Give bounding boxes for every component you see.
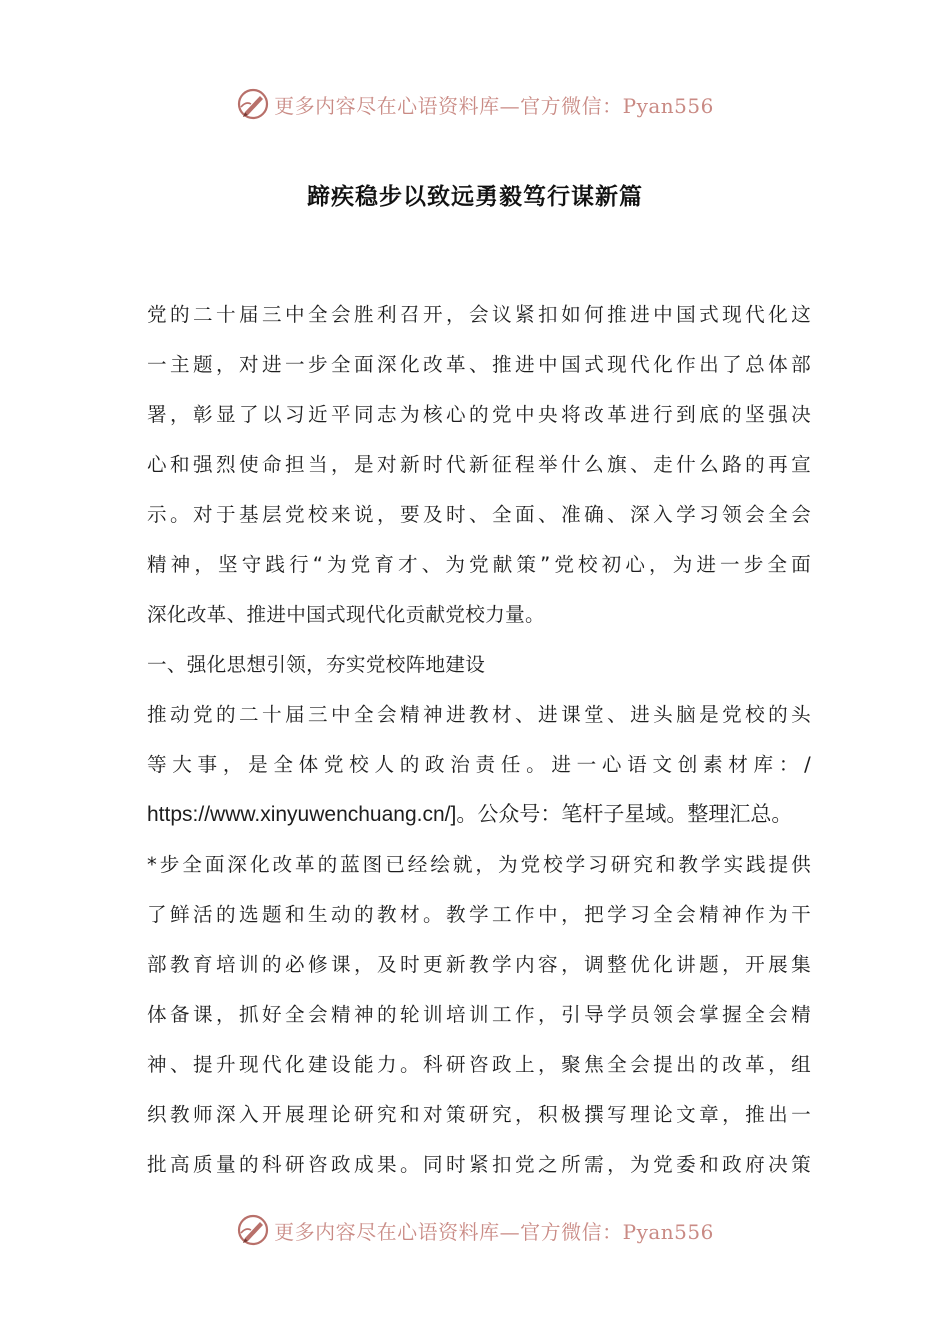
- body-line: 示。对于基层党校来说，要及时、全面、准确、深入学习领会全会: [147, 503, 811, 526]
- header-watermark-banner: [0, 82, 950, 126]
- body-line: 推动党的二十届三中全会精神进教材、进课堂、进头脑是党校的头: [147, 703, 811, 726]
- document-title: 蹄疾稳步以致远勇毅笃行谋新篇: [307, 183, 643, 210]
- banner-suffix: 官方微信：Pyan556: [520, 93, 714, 118]
- body-line: 了鲜活的选题和生动的教材。教学工作中，把学习全会精神作为干: [147, 903, 811, 926]
- banner-text: [274, 90, 714, 119]
- body-line: 体备课，抓好全会精神的轮训培训工作，引导学员领会掌握全会精: [147, 1003, 811, 1026]
- banner-separator: —: [499, 1219, 521, 1244]
- banner-main-text: 更多内容尽在心语资料库: [274, 93, 500, 118]
- banner-separator: —: [499, 93, 521, 118]
- body-line-url: https://www.xinyuwenchuang.cn/]。公众号：笔杆子星域。整理汇总。: [147, 803, 793, 826]
- banner-main-text: 更多内容尽在心语资料库: [274, 1219, 500, 1244]
- body-line: 一主题，对进一步全面深化改革、推进中国式现代化作出了总体部: [147, 353, 811, 376]
- body-line: 精神，坚守践行“为党育才、为党献策”党校初心，为进一步全面: [147, 553, 811, 576]
- pen-logo-icon: [236, 87, 270, 121]
- body-line: 织教师深入开展理论研究和对策研究，积极撰写理论文章，推出一: [147, 1103, 811, 1126]
- body-line: 心和强烈使命担当，是对新时代新征程举什么旗、走什么路的再宣: [147, 453, 811, 476]
- body-line: 等大事，是全体党校人的政治责任。进一心语文创素材库：/: [147, 753, 811, 776]
- body-line: 部教育培训的必修课，及时更新教学内容，调整优化讲题，开展集: [147, 953, 811, 976]
- document-body: [147, 290, 811, 1190]
- section-heading: 一、强化思想引领，夯实党校阵地建设: [147, 653, 486, 676]
- footer-watermark-banner: [0, 1208, 950, 1252]
- body-line: 党的二十届三中全会胜利召开，会议紧扣如何推进中国式现代化这: [147, 303, 811, 326]
- banner-suffix: 官方微信：Pyan556: [520, 1219, 714, 1244]
- body-line: *步全面深化改革的蓝图已经绘就，为党校学习研究和教学实践提供: [147, 853, 811, 876]
- body-line: 神、提升现代化建设能力。科研咨政上，聚焦全会提出的改革，组: [147, 1053, 811, 1076]
- banner-text: [274, 1216, 714, 1245]
- pen-logo-icon: [236, 1213, 270, 1247]
- body-line: 深化改革、推进中国式现代化贡献党校力量。: [147, 603, 545, 626]
- body-line: 批高质量的科研咨政成果。同时紧扣党之所需，为党委和政府决策: [147, 1153, 811, 1176]
- body-line: 署，彰显了以习近平同志为核心的党中央将改革进行到底的坚强决: [147, 403, 811, 426]
